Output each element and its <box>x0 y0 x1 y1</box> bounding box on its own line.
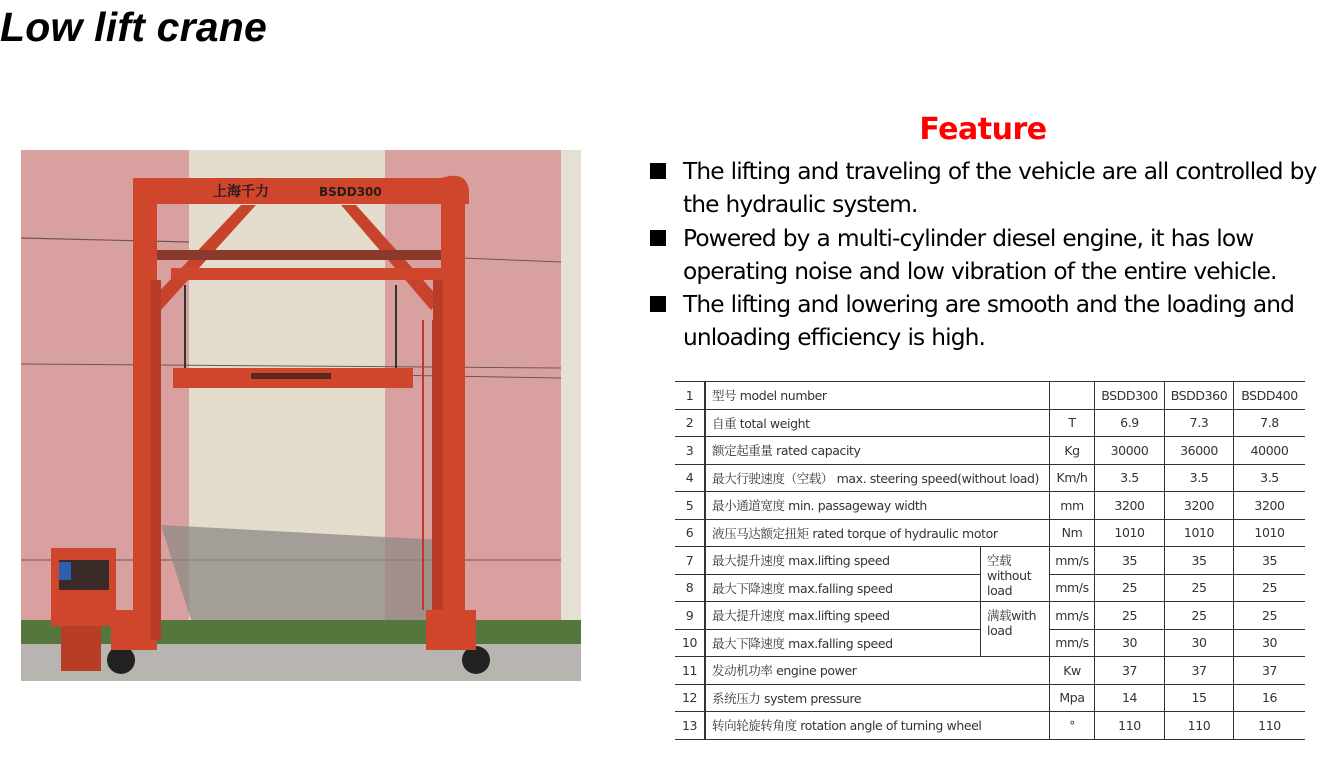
table-row <box>675 519 1305 547</box>
value-cell: 25 <box>1234 602 1306 630</box>
row-number: 12 <box>675 684 705 712</box>
row-number: 7 <box>675 547 705 575</box>
value-cell: BSDD360 <box>1165 382 1234 410</box>
square-bullet-icon <box>650 296 666 312</box>
value-cell: 7.3 <box>1165 409 1234 437</box>
row-number: 13 <box>675 712 705 740</box>
row-number: 8 <box>675 574 705 602</box>
value-cell: 3.5 <box>1095 464 1165 492</box>
feature-text: The lifting and traveling of the vehicle are all controlled by the hydraulic system. <box>683 158 1317 219</box>
group-label-with-load: 满载with load <box>981 602 1050 657</box>
row-number: 2 <box>675 409 705 437</box>
row-description: 最大提升速度 max.lifting speed <box>705 547 981 575</box>
value-cell: 25 <box>1095 574 1165 602</box>
value-cell: 35 <box>1165 547 1234 575</box>
table-row <box>675 437 1305 465</box>
value-cell: 40000 <box>1234 437 1306 465</box>
row-description: 转向轮旋转角度 rotation angle of turning wheel <box>705 712 1050 740</box>
row-unit: Mpa <box>1050 684 1095 712</box>
value-cell: 1010 <box>1234 519 1306 547</box>
row-description: 最大下降速度 max.falling speed <box>705 574 981 602</box>
value-cell: 7.8 <box>1234 409 1306 437</box>
page-title: Low lift crane <box>0 4 268 50</box>
square-bullet-icon <box>650 230 666 246</box>
row-unit: mm/s <box>1050 602 1095 630</box>
row-description: 液压马达额定扭矩 rated torque of hydraulic motor <box>705 519 1050 547</box>
row-unit: Nm <box>1050 519 1095 547</box>
value-cell: 30 <box>1234 629 1306 657</box>
row-description: 最大提升速度 max.lifting speed <box>705 602 981 630</box>
spec-table <box>675 381 1305 740</box>
feature-item <box>650 288 1330 355</box>
row-unit: Kw <box>1050 657 1095 685</box>
row-number: 11 <box>675 657 705 685</box>
row-number: 1 <box>675 382 705 410</box>
table-row <box>675 712 1305 740</box>
svg-text:BSDD300: BSDD300 <box>319 185 382 199</box>
row-unit: Km/h <box>1050 464 1095 492</box>
table-row <box>675 602 1305 630</box>
table-row <box>675 409 1305 437</box>
value-cell: 30000 <box>1095 437 1165 465</box>
row-description: 系统压力 system pressure <box>705 684 1050 712</box>
value-cell: 110 <box>1234 712 1306 740</box>
value-cell: 1010 <box>1165 519 1234 547</box>
value-cell: 36000 <box>1165 437 1234 465</box>
feature-text: Powered by a multi-cylinder diesel engine, it has low operating noise and low vibration of the entire vehicle. <box>683 224 1277 285</box>
svg-text:上海千力: 上海千力 <box>213 184 269 200</box>
value-cell: 3.5 <box>1234 464 1306 492</box>
value-cell: 37 <box>1165 657 1234 685</box>
value-cell: BSDD300 <box>1095 382 1165 410</box>
table-row <box>675 464 1305 492</box>
value-cell: 1010 <box>1095 519 1165 547</box>
value-cell: 35 <box>1234 547 1306 575</box>
row-description: 最大行驶速度（空载） max. steering speed(without load) <box>705 464 1050 492</box>
value-cell: 3200 <box>1095 492 1165 520</box>
row-number: 4 <box>675 464 705 492</box>
value-cell: 15 <box>1165 684 1234 712</box>
row-description: 自重 total weight <box>705 409 1050 437</box>
value-cell: 35 <box>1095 547 1165 575</box>
crane-photo <box>21 150 581 681</box>
row-description: 型号 model number <box>705 382 1050 410</box>
value-cell: 6.9 <box>1095 409 1165 437</box>
value-cell: 3200 <box>1234 492 1306 520</box>
feature-item <box>650 155 1330 222</box>
value-cell: 3200 <box>1165 492 1234 520</box>
feature-text: The lifting and lowering are smooth and the loading and unloading efficiency is high. <box>683 291 1295 352</box>
row-number: 10 <box>675 629 705 657</box>
row-unit: mm/s <box>1050 574 1095 602</box>
group-label-without-load: 空载 without load <box>981 547 1050 602</box>
row-description: 最小通道宽度 min. passageway width <box>705 492 1050 520</box>
table-row <box>675 684 1305 712</box>
row-number: 5 <box>675 492 705 520</box>
value-cell: 30 <box>1095 629 1165 657</box>
value-cell: 14 <box>1095 684 1165 712</box>
value-cell: 3.5 <box>1165 464 1234 492</box>
feature-item <box>650 222 1330 289</box>
value-cell: 110 <box>1095 712 1165 740</box>
row-description: 发动机功率 engine power <box>705 657 1050 685</box>
value-cell: BSDD400 <box>1234 382 1306 410</box>
feature-title: Feature <box>919 112 1047 147</box>
table-row <box>675 547 1305 575</box>
value-cell: 37 <box>1095 657 1165 685</box>
feature-list <box>650 155 1330 355</box>
value-cell: 25 <box>1165 574 1234 602</box>
row-unit <box>1050 382 1095 410</box>
square-bullet-icon <box>650 163 666 179</box>
table-row <box>675 492 1305 520</box>
row-unit: T <box>1050 409 1095 437</box>
row-description: 额定起重量 rated capacity <box>705 437 1050 465</box>
value-cell: 25 <box>1165 602 1234 630</box>
row-unit: mm/s <box>1050 547 1095 575</box>
value-cell: 30 <box>1165 629 1234 657</box>
table-row <box>675 657 1305 685</box>
row-unit: Kg <box>1050 437 1095 465</box>
table-row <box>675 382 1305 410</box>
row-unit: mm <box>1050 492 1095 520</box>
value-cell: 25 <box>1095 602 1165 630</box>
row-number: 3 <box>675 437 705 465</box>
row-number: 6 <box>675 519 705 547</box>
value-cell: 16 <box>1234 684 1306 712</box>
row-description: 最大下降速度 max.falling speed <box>705 629 981 657</box>
value-cell: 110 <box>1165 712 1234 740</box>
row-number: 9 <box>675 602 705 630</box>
value-cell: 25 <box>1234 574 1306 602</box>
row-unit: mm/s <box>1050 629 1095 657</box>
value-cell: 37 <box>1234 657 1306 685</box>
row-unit: ° <box>1050 712 1095 740</box>
